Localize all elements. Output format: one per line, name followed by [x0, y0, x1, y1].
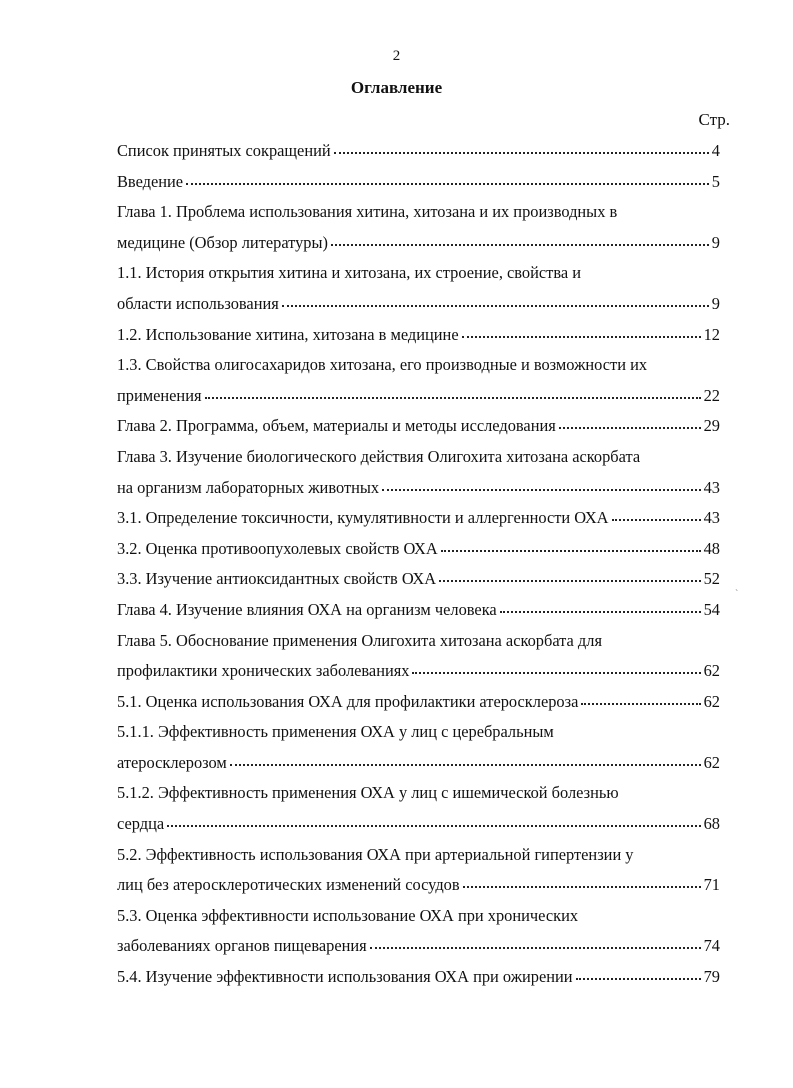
dot-leader: [382, 483, 701, 491]
dot-leader: [334, 146, 709, 154]
toc-entry-line-last: [117, 656, 720, 687]
dot-leader: [462, 330, 701, 338]
toc-entry-page: 9: [711, 293, 720, 313]
toc-entry-line-last: [117, 962, 720, 993]
dot-leader: [441, 544, 701, 552]
toc-entry-text: 1.3. Свойства олигосахаридов хитозана, его производные и возможности их: [117, 355, 648, 375]
toc-entry-text: Глава 1. Проблема использования хитина, хитозана и их производных в: [117, 202, 618, 222]
scan-mark: ˋ: [735, 589, 739, 600]
page-column-header: Стр.: [698, 110, 730, 129]
dot-leader: [439, 574, 701, 582]
table-of-contents: [117, 136, 720, 993]
dot-leader: [186, 177, 709, 185]
toc-entry-line-last: [117, 870, 720, 901]
toc-entry-text: Введение: [117, 171, 184, 191]
toc-entry-page: 22: [703, 385, 720, 405]
toc-entry-text: 3.1. Определение токсичности, кумулятивности и аллергенности ОХА: [117, 508, 609, 528]
toc-entry-text: профилактики хронических заболеваниях: [117, 661, 410, 681]
toc-entry-line-last: [117, 167, 720, 198]
toc-entry-text: 5.1.2. Эффективность применения ОХА у лиц с ишемической болезнью: [117, 783, 619, 803]
toc-entry-text: Глава 5. Обоснование применения Олигохита хитозана аскорбата для: [117, 630, 602, 650]
dot-leader: [331, 238, 709, 246]
toc-entry-text: заболеваниях органов пищеварения: [117, 936, 367, 956]
dot-leader: [463, 880, 701, 888]
toc-entry-text: Глава 3. Изучение биологического действия Олигохита хитозана аскорбата: [117, 446, 641, 466]
toc-entry-page: 62: [703, 691, 720, 711]
page-number: 2: [392, 48, 401, 64]
toc-entry-text: 5.1.1. Эффективность применения ОХА у лиц с церебральным: [117, 722, 554, 742]
dot-leader: [282, 299, 709, 307]
toc-entry-page: 74: [703, 936, 720, 956]
toc-entry-line-last: [117, 289, 720, 320]
toc-entry-text: лиц без атеросклеротических изменений сосудов: [117, 875, 460, 895]
toc-entry-line-last: [117, 595, 720, 626]
toc-entry-line-last: [117, 228, 720, 259]
toc-entry-line-last: [117, 809, 720, 840]
toc-entry-text: Глава 2. Программа, объем, материалы и методы исследования: [117, 416, 556, 436]
toc-entry-page: 5: [711, 171, 720, 191]
toc-entry-text: 5.2. Эффективность использования ОХА при артериальной гипертензии у: [117, 844, 634, 864]
toc-entry-text: 1.1. История открытия хитина и хитозана, их строение, свойства и: [117, 263, 581, 283]
toc-entry-line-last: [117, 564, 720, 595]
toc-entry-line: [117, 197, 720, 228]
toc-entry-line-last: [117, 411, 720, 442]
toc-entry-line: [117, 717, 720, 748]
toc-entry-page: 62: [703, 661, 720, 681]
toc-entry-page: 54: [703, 599, 720, 619]
toc-entry-page: 79: [703, 967, 720, 987]
toc-entry-text: 1.2. Использование хитина, хитозана в медицине: [117, 324, 459, 344]
dot-leader: [167, 819, 700, 827]
toc-entry-line-last: [117, 381, 720, 412]
toc-entry-page: 43: [703, 477, 720, 497]
toc-entry-line: [117, 442, 720, 473]
dot-leader: [576, 972, 701, 980]
toc-entry-line-last: [117, 534, 720, 565]
toc-entry-page: 43: [703, 508, 720, 528]
toc-entry-text: 5.3. Оценка эффективности использование ОХА при хронических: [117, 905, 579, 925]
toc-entry-line: [117, 901, 720, 932]
toc-entry-line: [117, 258, 720, 289]
toc-entry-line-last: [117, 320, 720, 351]
toc-entry-text: атеросклерозом: [117, 752, 227, 772]
dot-leader: [412, 666, 700, 674]
dot-leader: [500, 605, 701, 613]
toc-entry-text: 5.4. Изучение эффективности использования ОХА при ожирении: [117, 967, 573, 987]
dot-leader: [205, 391, 701, 399]
toc-entry-line: [117, 350, 720, 381]
toc-entry-page: 52: [703, 569, 720, 589]
toc-entry-line: [117, 778, 720, 809]
toc-entry-page: 48: [703, 538, 720, 558]
toc-entry-text: медицине (Обзор литературы): [117, 232, 328, 252]
dot-leader: [581, 697, 700, 705]
toc-entry-page: 12: [703, 324, 720, 344]
toc-entry-text: сердца: [117, 814, 165, 834]
toc-entry-page: 68: [703, 814, 720, 834]
dot-leader: [612, 513, 701, 521]
dot-leader: [559, 421, 701, 429]
toc-entry-text: 3.2. Оценка противоопухолевых свойств ОХА: [117, 538, 438, 558]
toc-entry-page: 71: [703, 875, 720, 895]
toc-entry-text: Глава 4. Изучение влияния ОХА на организм человека: [117, 599, 497, 619]
toc-entry-text: Список принятых сокращений: [117, 141, 331, 160]
toc-entry-text: области использования: [117, 293, 279, 313]
dot-leader: [230, 758, 701, 766]
toc-entry-line-last: [117, 687, 720, 718]
toc-entry-text: 5.1. Оценка использования ОХА для профилактики атеросклероза: [117, 691, 579, 711]
toc-entry-text: на организм лабораторных животных: [117, 477, 380, 497]
toc-entry-text: применения: [117, 385, 202, 405]
toc-entry-line: [117, 840, 720, 871]
toc-entry-page: 9: [711, 232, 720, 252]
toc-entry-page: 29: [703, 416, 720, 436]
toc-entry-line-last: [117, 503, 720, 534]
toc-entry-page: 62: [703, 752, 720, 772]
toc-title: Оглавление: [350, 78, 443, 97]
toc-entry-line-last: [117, 473, 720, 504]
toc-entry-line-last: [117, 748, 720, 779]
toc-entry-line: [117, 626, 720, 657]
toc-entry-text: 3.3. Изучение антиоксидантных свойств ОХА: [117, 569, 437, 589]
toc-entry-line-last: [117, 931, 720, 962]
dot-leader: [370, 941, 701, 949]
toc-entry-line-last: [117, 136, 720, 167]
toc-entry-page: 4: [711, 141, 720, 160]
